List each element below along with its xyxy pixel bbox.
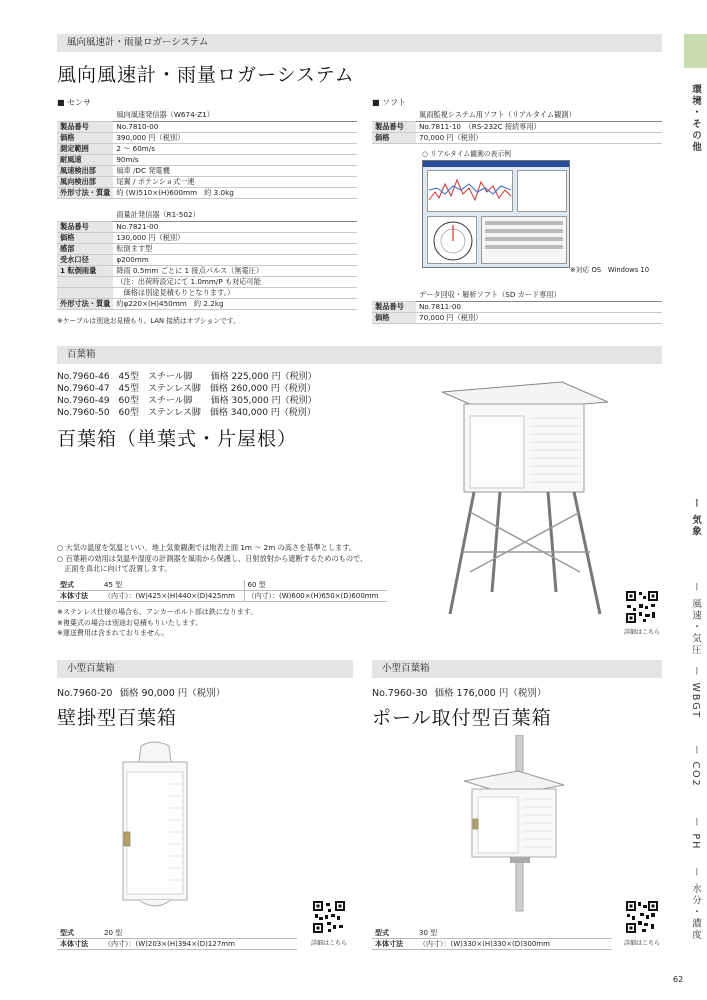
qr-code-icon[interactable] [312, 900, 346, 934]
spec-key [57, 287, 113, 298]
spec-value: No.7811-00 [416, 301, 662, 312]
analysis-software-spec-table [372, 290, 662, 324]
model-number: No.7960-20 [57, 688, 113, 699]
wind-sensor-spec-table [57, 110, 357, 199]
category-bar [57, 34, 662, 52]
qr-caption[interactable]: 詳細はこちら [311, 940, 348, 947]
spec-value: 70,000 円（税別） [416, 132, 662, 143]
wind-sensor-name: 風向風速発信器（W674-Z1） [113, 110, 357, 121]
small-wall-size-table [57, 928, 297, 950]
spec-value: （注：出荷時設定にて 1.0mm/P も対応可能 [113, 276, 357, 287]
side-tab-ph[interactable]: ー PH [690, 817, 701, 851]
spec-value: 約φ220×(H)450mm 約 2.2kg [113, 298, 357, 309]
small-pole-bar [372, 660, 662, 678]
spec-key: 感部 [57, 243, 113, 254]
hyakuyobako-title: 百葉箱（単葉式・片屋根） [57, 428, 298, 450]
desc-line: ○ 大気の温度を気温といい、地上気象観測では地表上面 1m ～ 2m の高さを基準とします。 [57, 543, 357, 552]
small-wall-bar [57, 660, 353, 678]
model-line: No.7960-46 45型 スチール脚 価格 225,000 円（税別） [57, 372, 317, 382]
rain-sensor-spec-table [57, 210, 357, 310]
size-key: 型式 [57, 928, 101, 939]
small-pole-model [372, 685, 546, 699]
spec-value: No.7821-00 [113, 221, 357, 232]
spec-value: 130,000 円（税別） [113, 232, 357, 243]
note-line: ※複葉式の場合は別途お見積もりいたします。 [57, 618, 203, 627]
spec-key [57, 276, 113, 287]
size-value: 60 型 [244, 580, 387, 591]
spec-key: 価格 [57, 132, 113, 143]
spec-value: 価格は別途見積もりとなります。） [113, 287, 357, 298]
page-number: 62 [673, 975, 684, 984]
small-wall-title: 壁掛型百葉箱 [57, 707, 178, 729]
side-tab-weather[interactable]: ー 気象 [690, 498, 701, 538]
spec-value: 390,000 円（税別） [113, 132, 357, 143]
desc-line: 正面を真北に向けて設置します。 [57, 564, 172, 573]
qr-caption[interactable]: 詳細はこちら [624, 629, 661, 636]
side-tab-environment[interactable]: 環境・その他 [690, 84, 701, 153]
spec-key: 外形寸法・質量 [57, 187, 113, 198]
category-label: 風向風速計・雨量ロガーシステム [67, 37, 209, 48]
small-wall-model [57, 685, 225, 699]
size-key: 型式 [57, 580, 101, 591]
model-number: No.7960-30 [372, 688, 428, 699]
side-tab-marker [684, 34, 707, 68]
spec-value: 90m/s [113, 154, 357, 165]
side-tab-co2[interactable]: ー CO2 [690, 745, 701, 788]
small-wall-bar-label: 小型百葉箱 [67, 663, 115, 674]
size-value: （内寸）：(W)203×(H)394×(D)127mm [101, 939, 297, 950]
realtime-software-name: 風雨監視システム用ソフト（リアルタイム観測） [416, 110, 662, 121]
software-section-label: ■ ソフト [372, 98, 407, 107]
hyakuyobako-bar [57, 346, 662, 364]
waveform-graph [427, 170, 513, 212]
spec-key: 外形寸法・質量 [57, 298, 113, 309]
spec-key: 製品番号 [372, 121, 416, 132]
spec-key: 製品番号 [57, 121, 113, 132]
spec-key: 受水口径 [57, 254, 113, 265]
qr-code-icon[interactable] [625, 900, 659, 934]
side-tab-wbgt[interactable]: ー WBGT [690, 666, 701, 720]
size-value: （内寸）：(W)330×(H)330×(D)300mm [416, 939, 612, 950]
spec-value: 価格 [372, 132, 416, 143]
size-key: 本体寸法 [372, 939, 416, 950]
size-key: 本体寸法 [57, 591, 101, 602]
hyakuyobako-model-list [57, 371, 317, 419]
size-value: （内寸）：(W)425×(H)440×(D)425mm [101, 591, 244, 602]
note-line: ※ステンレス仕様の場合も、アンカーボルト部は鉄になります。 [57, 608, 258, 616]
model-line: No.7960-47 45型 ステンレス脚 価格 260,000 円（税別） [57, 384, 316, 394]
spec-key: 価格 [57, 232, 113, 243]
size-key: 型式 [372, 928, 416, 939]
model-line: No.7960-50 60型 ステンレス脚 価格 340,000 円（税別） [57, 408, 316, 418]
spec-key: 測定範囲 [57, 143, 113, 154]
screen-example-caption: ○ リアルタイム観測の表示例 [422, 150, 511, 158]
spec-key: 風向検出部 [57, 176, 113, 187]
small-pole-bar-label: 小型百葉箱 [382, 663, 430, 674]
spec-value: 2 ～ 60m/s [113, 143, 357, 154]
size-value: （内寸）：(W)600×(H)650×(D)600mm [244, 591, 387, 602]
wall-shelter-illustration [115, 740, 195, 916]
realtime-software-spec-table [372, 110, 662, 144]
sensor-cable-note: ※ケーブルは別途お見積もり。LAN 接続はオプションです。 [57, 317, 240, 325]
spec-value: φ200mm [113, 254, 357, 265]
sensor-section-label: ■ センサ [57, 98, 92, 107]
spec-value: No.7811-10 （RS-232C 接続専用） [416, 121, 662, 132]
pole-shelter-illustration [460, 735, 570, 915]
spec-key: 風速検出部 [57, 165, 113, 176]
model-line: No.7960-49 60型 スチール脚 価格 305,000 円（税別） [57, 396, 317, 406]
spec-value: 風車 /DC 発電機 [113, 165, 357, 176]
spec-value: 70,000 円（税別） [416, 312, 662, 323]
analysis-software-name: データ回収・解析ソフト（SD カード専用） [416, 290, 662, 301]
instrument-shelter-illustration [440, 372, 610, 622]
price: 価格 90,000 円（税別） [119, 688, 226, 699]
desc-line: ○ 百葉箱の効用は気温や湿度の計測器を風雨から保護し、日射放射から遮断するためのもので、 [57, 553, 368, 563]
hyakuyobako-description [57, 543, 367, 575]
qr-caption[interactable]: 詳細はこちら [624, 940, 661, 947]
spec-key: 製品番号 [57, 221, 113, 232]
size-value: 20 型 [101, 928, 297, 939]
hyakuyobako-notes [57, 607, 257, 639]
hyakuyobako-bar-label: 百葉箱 [67, 349, 96, 360]
small-pole-title: ポール取付型百葉箱 [372, 707, 552, 729]
side-tab-wind-pressure[interactable]: ー 風速・気圧 [690, 582, 701, 657]
size-key: 本体寸法 [57, 939, 101, 950]
software-screenshot [422, 160, 570, 268]
spec-key: 1 転倒雨量 [57, 265, 113, 276]
qr-code-icon[interactable] [625, 590, 659, 624]
spec-value: 転倒ます型 [113, 243, 357, 254]
page-title: 風向風速計・雨量ロガーシステム [57, 64, 355, 86]
spec-key: 製品番号 [372, 301, 416, 312]
spec-value: 尾翼 / ポテンショ式一連 [113, 176, 357, 187]
spec-key: 耐風速 [57, 154, 113, 165]
price: 価格 176,000 円（税別） [434, 688, 547, 699]
side-tab-moisture[interactable]: ー 水分・濃度 [690, 867, 701, 942]
rain-sensor-name: 雨量計発信器（R1-502） [113, 210, 357, 221]
size-value: 30 型 [416, 928, 612, 939]
wind-compass-dial [431, 219, 475, 263]
spec-key: 価格 [372, 312, 416, 323]
hyakuyobako-size-table [57, 580, 387, 602]
small-pole-size-table [372, 928, 612, 950]
os-compatibility-note: ※対応 OS Windows 10 [570, 266, 650, 274]
spec-value: No.7810-00 [113, 121, 357, 132]
spec-value: 約 (W)510×(H)600mm 約 3.0kg [113, 187, 357, 198]
note-line: ※運送費用は含まれておりません。 [57, 629, 169, 637]
spec-value: 降雨 0.5mm ごとに 1 接点パルス（無電圧） [113, 265, 357, 276]
size-value: 45 型 [101, 580, 244, 591]
